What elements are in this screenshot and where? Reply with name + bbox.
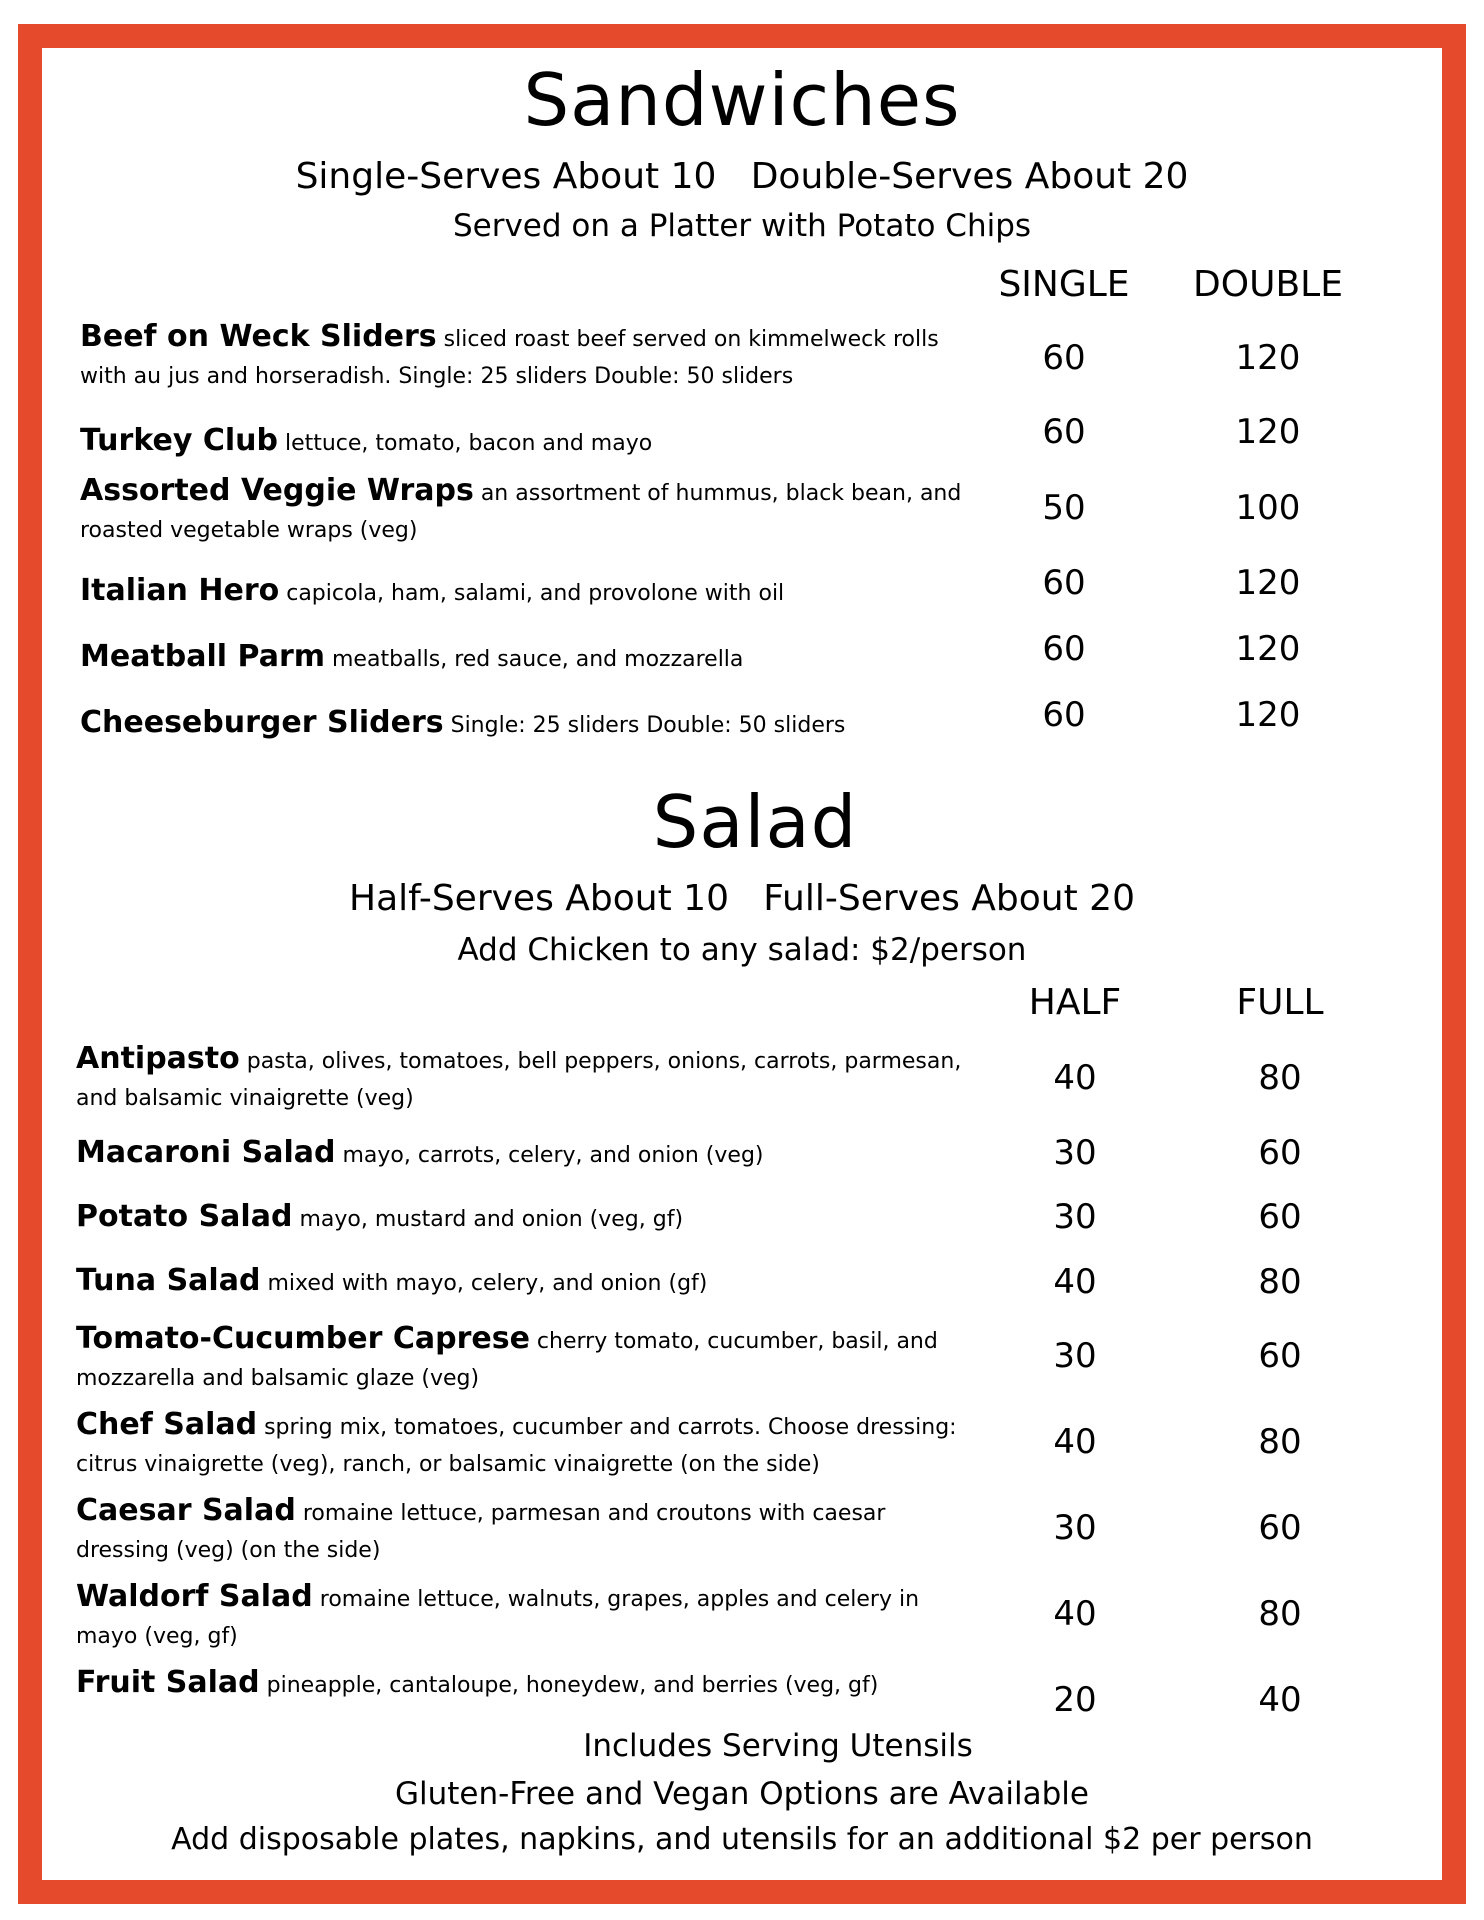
- price-single: 60: [1042, 629, 1086, 669]
- sandwiches-title: Sandwiches: [523, 58, 961, 142]
- salad-title: Salad: [652, 780, 858, 864]
- item-name: Tuna Salad: [76, 1263, 261, 1298]
- price-single: 60: [1042, 412, 1086, 452]
- item-name: Macaroni Salad: [76, 1135, 336, 1170]
- price-half: 30: [1053, 1197, 1097, 1237]
- item-desc: romaine lettuce, walnuts, grapes, apples and celery in mayo (veg, gf): [76, 1587, 920, 1649]
- item-desc: mayo, mustard and onion (veg, gf): [299, 1207, 684, 1232]
- price-half: 40: [1053, 1262, 1097, 1302]
- col-half: HALF: [1028, 982, 1122, 1023]
- price-double: 100: [1235, 488, 1301, 528]
- price-full: 80: [1258, 1262, 1302, 1302]
- list-item: [80, 422, 985, 462]
- item-desc: Single: 25 sliders Double: 50 sliders: [450, 713, 846, 738]
- list-item: [76, 1262, 981, 1302]
- item-desc: pasta, olives, tomatoes, bell peppers, onions, carrots, parmesan, and balsamic vinaigrette (veg): [76, 1049, 962, 1111]
- list-item: [76, 1406, 981, 1483]
- col-full: FULL: [1236, 982, 1324, 1023]
- price-double: 120: [1235, 338, 1301, 378]
- price-half: 30: [1053, 1508, 1097, 1548]
- sandwiches-servings: Single-Serves About 10 Double-Serves About 20: [295, 156, 1189, 197]
- price-single: 60: [1042, 338, 1086, 378]
- item-desc: pineapple, cantaloupe, honeydew, and berries (veg, gf): [266, 1673, 879, 1698]
- price-full: 80: [1258, 1422, 1302, 1462]
- price-full: 80: [1258, 1058, 1302, 1098]
- item-desc: romaine lettuce, parmesan and croutons with caesar dressing (veg) (on the side): [76, 1501, 886, 1563]
- list-item: [76, 1320, 981, 1397]
- item-desc: cherry tomato, cucumber, basil, and mozzarella and balsamic glaze (veg): [76, 1329, 938, 1391]
- item-name: Turkey Club: [80, 423, 278, 458]
- footer-utensils: Includes Serving Utensils: [583, 1728, 973, 1764]
- list-item: [76, 1492, 981, 1569]
- col-double: DOUBLE: [1193, 264, 1343, 305]
- price-single: 60: [1042, 563, 1086, 603]
- list-item: [80, 472, 985, 549]
- footer-options: Gluten-Free and Vegan Options are Available: [395, 1776, 1089, 1812]
- item-desc: mixed with mayo, celery, and onion (gf): [267, 1271, 708, 1296]
- list-item: [80, 638, 985, 678]
- price-double: 120: [1235, 695, 1301, 735]
- price-double: 120: [1235, 412, 1301, 452]
- price-half: 40: [1053, 1422, 1097, 1462]
- list-item: [76, 1198, 981, 1238]
- price-double: 120: [1235, 629, 1301, 669]
- item-desc: spring mix, tomatoes, cucumber and carrots. Choose dressing: citrus vinaigrette (veg), ranch, or balsamic vinaigrette (on the side): [76, 1415, 957, 1477]
- list-item: [80, 704, 985, 744]
- price-full: 60: [1258, 1197, 1302, 1237]
- item-name: Potato Salad: [76, 1199, 293, 1234]
- price-full: 60: [1258, 1336, 1302, 1376]
- item-desc: an assortment of hummus, black bean, and roasted vegetable wraps (veg): [80, 481, 962, 543]
- item-name: Fruit Salad: [76, 1665, 260, 1700]
- list-item: [76, 1040, 981, 1117]
- item-name: Chef Salad: [76, 1407, 258, 1442]
- list-item: [76, 1578, 981, 1655]
- item-name: Meatball Parm: [80, 639, 325, 674]
- item-desc: meatballs, red sauce, and mozzarella: [332, 647, 744, 672]
- price-full: 60: [1258, 1133, 1302, 1173]
- price-single: 60: [1042, 695, 1086, 735]
- item-name: Caesar Salad: [76, 1493, 296, 1528]
- item-name: Italian Hero: [80, 573, 280, 608]
- item-name: Cheeseburger Sliders: [80, 705, 444, 740]
- price-double: 120: [1235, 563, 1301, 603]
- price-half: 30: [1053, 1336, 1097, 1376]
- list-item: [76, 1134, 981, 1174]
- item-name: Assorted Veggie Wraps: [80, 473, 474, 508]
- sandwiches-served: Served on a Platter with Potato Chips: [452, 208, 1032, 244]
- col-single: SINGLE: [998, 264, 1130, 305]
- price-full: 40: [1258, 1680, 1302, 1720]
- price-half: 30: [1053, 1133, 1097, 1173]
- list-item: [80, 572, 985, 612]
- price-single: 50: [1042, 488, 1086, 528]
- footer-disposables: Add disposable plates, napkins, and utensils for an additional $2 per person: [171, 1822, 1313, 1857]
- salad-servings: Half-Serves About 10 Full-Serves About 20: [349, 878, 1135, 919]
- item-name: Waldorf Salad: [76, 1579, 313, 1614]
- list-item: [80, 318, 985, 395]
- item-desc: sliced roast beef served on kimmelweck rolls with au jus and horseradish. Single: 25 sliders Double: 50 sliders: [80, 327, 939, 389]
- item-desc: mayo, carrots, celery, and onion (veg): [342, 1143, 764, 1168]
- price-half: 40: [1053, 1058, 1097, 1098]
- item-desc: lettuce, tomato, bacon and mayo: [284, 431, 653, 456]
- item-desc: capicola, ham, salami, and provolone with oil: [286, 581, 785, 606]
- list-item: [76, 1664, 981, 1704]
- item-name: Tomato-Cucumber Caprese: [76, 1321, 530, 1356]
- item-name: Beef on Weck Sliders: [80, 319, 437, 354]
- price-half: 20: [1053, 1680, 1097, 1720]
- price-full: 60: [1258, 1508, 1302, 1548]
- price-full: 80: [1258, 1594, 1302, 1634]
- item-name: Antipasto: [76, 1041, 240, 1076]
- price-half: 40: [1053, 1594, 1097, 1634]
- salad-addon: Add Chicken to any salad: $2/person: [457, 932, 1027, 968]
